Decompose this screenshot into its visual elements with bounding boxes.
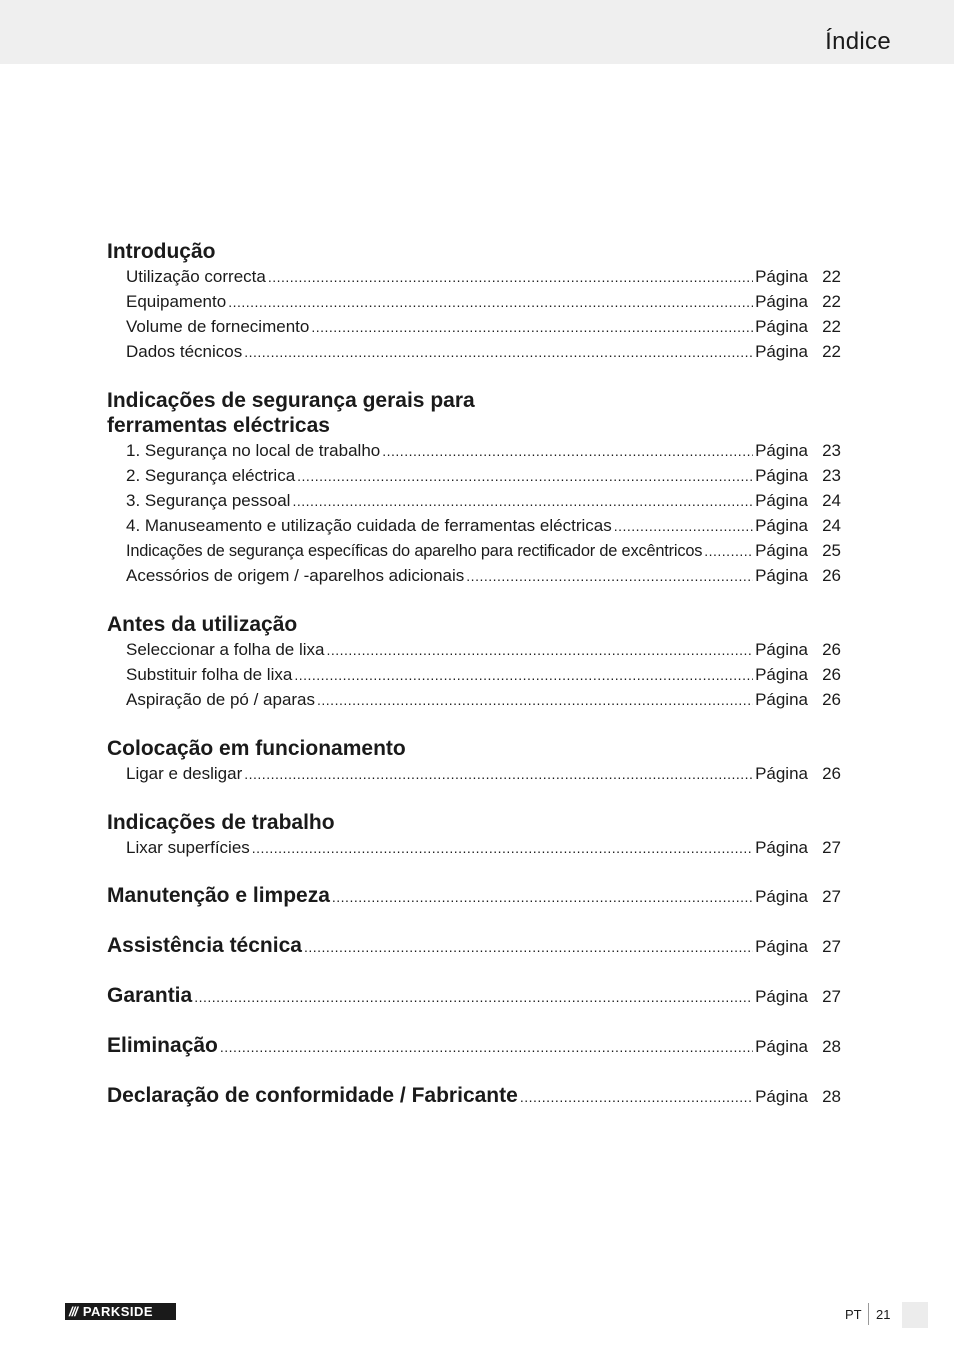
page-number: 22 <box>822 342 841 361</box>
dot-leader <box>466 563 753 589</box>
toc-entry-label: Ligar e desligar <box>126 764 243 783</box>
toc-entry[interactable] <box>107 264 841 289</box>
header-band <box>0 0 954 64</box>
dot-leader <box>614 513 753 539</box>
dot-leader <box>304 939 753 957</box>
toc-entry[interactable] <box>107 314 841 339</box>
toc-entry-label: Dados técnicos <box>126 342 243 361</box>
page-number: 25 <box>822 541 841 560</box>
dot-leader <box>311 314 753 340</box>
toc-entry[interactable] <box>107 339 841 364</box>
page-number: 26 <box>822 665 841 684</box>
toc-entry[interactable] <box>107 289 841 314</box>
page-number: 27 <box>822 937 841 956</box>
toc-entry-label: Utilização correcta <box>126 267 266 286</box>
dot-leader <box>268 264 753 290</box>
toc-section <box>107 388 841 588</box>
dot-leader <box>520 1089 753 1107</box>
toc-heading-label: Garantia <box>107 984 193 1007</box>
toc-entry[interactable] <box>107 538 841 563</box>
page-word: Página <box>755 566 808 585</box>
page-number: 27 <box>822 838 841 857</box>
dot-leader <box>297 463 753 489</box>
table-of-contents <box>107 239 841 1134</box>
dot-leader <box>244 339 753 365</box>
page-word: Página <box>755 838 808 857</box>
page-number: 22 <box>822 267 841 286</box>
toc-entry[interactable] <box>107 438 841 463</box>
parkside-logo <box>65 1303 176 1320</box>
toc-entry[interactable] <box>107 687 841 712</box>
toc-entry[interactable] <box>107 463 841 488</box>
dot-leader <box>252 835 753 861</box>
page-word: Página <box>755 541 808 560</box>
toc-section <box>107 239 841 364</box>
section-heading: Introdução <box>107 240 216 263</box>
page-word: Página <box>755 1087 808 1106</box>
toc-heading-entry[interactable] <box>107 1034 841 1060</box>
toc-heading-label: Declaração de conformidade / Fabricante <box>107 1084 518 1107</box>
toc-entry[interactable] <box>107 637 841 662</box>
dot-leader <box>244 761 753 787</box>
footer-tab-marker <box>902 1302 928 1328</box>
page-word: Página <box>755 441 808 460</box>
toc-entry-label: Volume de fornecimento <box>126 317 310 336</box>
dot-leader <box>220 1039 753 1057</box>
page-word: Página <box>755 937 808 956</box>
page-word: Página <box>755 887 808 906</box>
page-number-footer: 21 <box>876 1307 891 1322</box>
toc-heading-entry[interactable] <box>107 1084 841 1110</box>
toc-section <box>107 612 841 712</box>
toc-entry[interactable] <box>107 835 841 860</box>
page-number: 26 <box>822 764 841 783</box>
toc-section <box>107 736 841 786</box>
page-number: 26 <box>822 690 841 709</box>
footer-divider <box>868 1303 869 1325</box>
page-word: Página <box>755 640 808 659</box>
toc-entry[interactable] <box>107 563 841 588</box>
page-number: 28 <box>822 1037 841 1056</box>
page-word: Página <box>755 764 808 783</box>
toc-entry[interactable] <box>107 513 841 538</box>
dot-leader <box>382 438 753 464</box>
dot-leader <box>194 989 753 1007</box>
logo-text: PARKSIDE <box>82 1304 154 1319</box>
page-word: Página <box>755 665 808 684</box>
page-number: 23 <box>822 441 841 460</box>
dot-leader <box>317 687 753 713</box>
page-title: Índice <box>825 28 891 55</box>
page-word: Página <box>755 690 808 709</box>
dot-leader <box>292 488 753 514</box>
page-number: 24 <box>822 516 841 535</box>
toc-entry-label: 1. Segurança no local de trabalho <box>126 441 381 460</box>
page-word: Página <box>755 516 808 535</box>
section-heading: Colocação em funcionamento <box>107 737 406 760</box>
page-number: 24 <box>822 491 841 510</box>
dot-leader <box>332 889 753 907</box>
toc-heading-label: Eliminação <box>107 1034 218 1057</box>
language-code: PT <box>845 1307 862 1322</box>
toc-section <box>107 810 841 860</box>
page-word: Página <box>755 987 808 1006</box>
toc-heading-label: Manutenção e limpeza <box>107 884 330 907</box>
page-word: Página <box>755 292 808 311</box>
page-word: Página <box>755 342 808 361</box>
page-word: Página <box>755 267 808 286</box>
toc-entry-label: 4. Manuseamento e utilização cuidada de ferramentas eléctricas <box>126 516 612 535</box>
page-number: 22 <box>822 292 841 311</box>
page-number: 23 <box>822 466 841 485</box>
page-number: 27 <box>822 987 841 1006</box>
toc-entry-label: Lixar superfícies <box>126 838 250 857</box>
toc-entry[interactable] <box>107 761 841 786</box>
section-heading: Antes da utilização <box>107 613 298 636</box>
section-heading: Indicações de segurança gerais para ferramentas eléctricas <box>107 389 475 437</box>
page-number: 26 <box>822 640 841 659</box>
toc-heading-entry[interactable] <box>107 984 841 1010</box>
page-word: Página <box>755 1037 808 1056</box>
dot-leader <box>228 289 753 315</box>
toc-entry[interactable] <box>107 488 841 513</box>
toc-entry-label: 2. Segurança eléctrica <box>126 466 296 485</box>
toc-entry-label: Equipamento <box>126 292 227 311</box>
logo-slashes: /// <box>69 1304 77 1319</box>
page-number: 22 <box>822 317 841 336</box>
page-word: Página <box>755 491 808 510</box>
dot-leader <box>326 637 753 663</box>
page-number: 26 <box>822 566 841 585</box>
page-number: 28 <box>822 1087 841 1106</box>
toc-entry[interactable] <box>107 662 841 687</box>
page-word: Página <box>755 317 808 336</box>
dot-leader <box>294 662 753 688</box>
toc-heading-entry[interactable] <box>107 884 841 910</box>
toc-heading-label: Assistência técnica <box>107 934 302 957</box>
section-heading: Indicações de trabalho <box>107 811 335 834</box>
toc-entry-label: Acessórios de origem / -aparelhos adicionais <box>126 566 465 585</box>
page-word: Página <box>755 466 808 485</box>
toc-entry-label: 3. Segurança pessoal <box>126 491 291 510</box>
toc-entry-label: Seleccionar a folha de lixa <box>126 640 325 659</box>
page-number: 27 <box>822 887 841 906</box>
toc-heading-entry[interactable] <box>107 934 841 960</box>
toc-entry-label: Indicações de segurança específicas do aparelho para rectificador de excêntricos <box>126 542 703 560</box>
toc-entry-label: Aspiração de pó / aparas <box>126 690 316 709</box>
dot-leader <box>704 538 753 564</box>
toc-entry-label: Substituir folha de lixa <box>126 665 293 684</box>
